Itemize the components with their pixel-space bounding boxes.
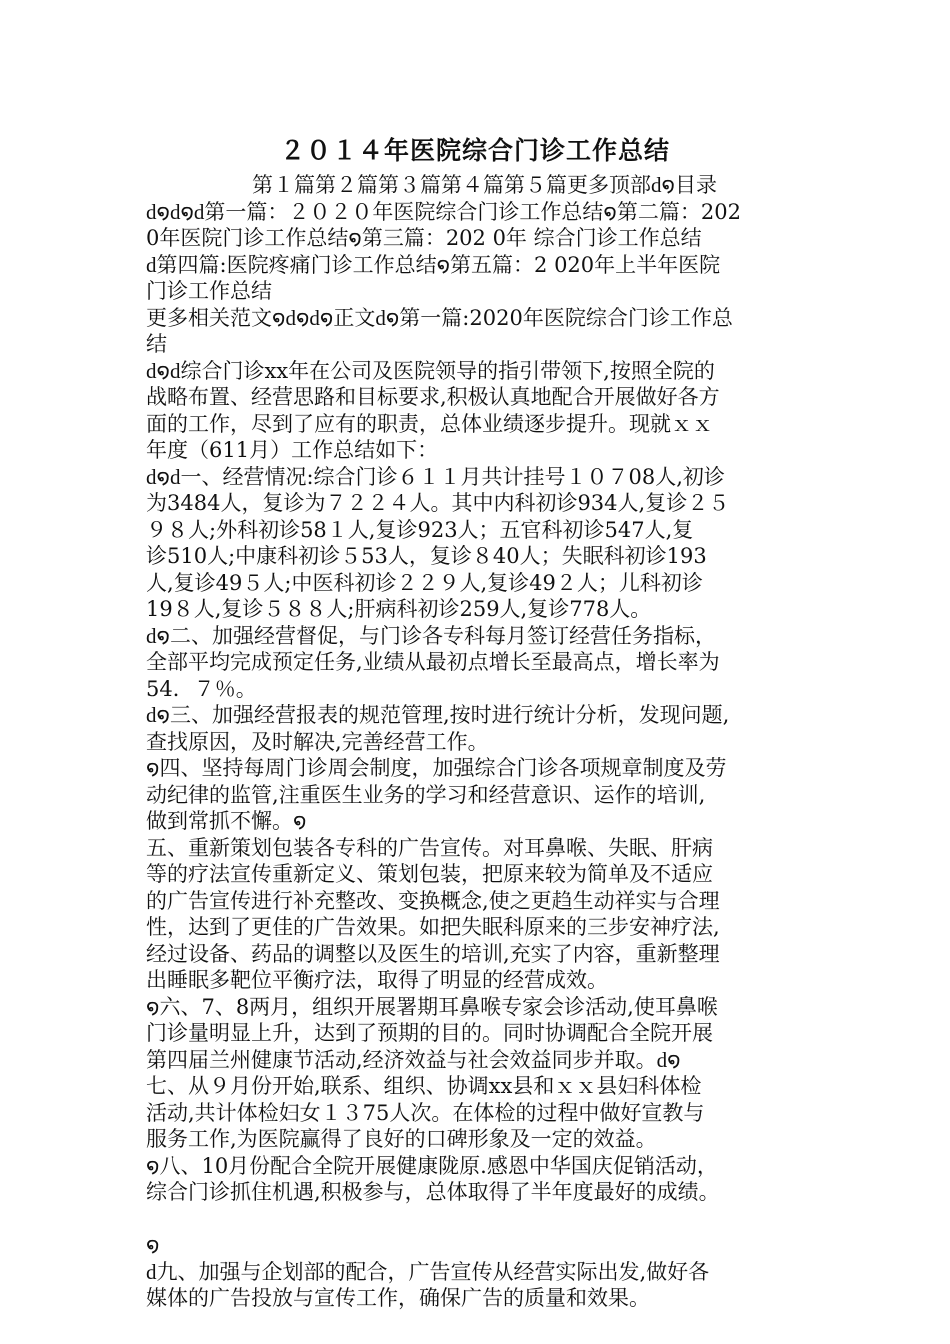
text-line: 五、重新策划包装各专科的广告宣传。对耳鼻喉、失眠、肝病 <box>146 835 713 860</box>
text-line: 出睡眠多靶位平衡疗法，取得了明显的经营成效。 <box>146 968 608 992</box>
text-line: 人,复诊49５人;中医科初诊２２９人,复诊49２人；儿科初诊 <box>146 570 703 595</box>
text-line: 综合门诊抓住机遇,积极参与，总体取得了半年度最好的成绩。 <box>146 1180 720 1204</box>
text-line: 服务工作,为医院赢得了良好的口碑形象及一定的效益。 <box>146 1127 657 1151</box>
text-line: 面的工作，尽到了应有的职责，总体业绩逐步提升。现就ｘｘ <box>146 411 713 436</box>
text-line: 战略布置、经营思路和目标要求,积极认真地配合开展做好各方 <box>146 385 720 409</box>
text-line: 经过设备、药品的调整以及医生的培训,充实了内容，重新整理 <box>146 941 720 966</box>
text-line: 门诊量明显上升，达到了预期的目的。同时协调配合全院开展 <box>146 1021 713 1045</box>
text-line: 更多相关范文໑ԁ໑ԁ໑正文ԁ໑第一篇:2020年医院综合门诊工作总 <box>146 305 733 330</box>
text-line: ԁ໑三、加强经营报表的规范管理,按时进行统计分析，发现问题, <box>146 703 730 727</box>
text-line: 门诊工作总结 <box>146 279 272 303</box>
text-line: 动纪律的监管,注重医生业务的学习和经营意识、运作的培训, <box>146 782 706 807</box>
text-line: ԁ໑ԁ໑ԁ第一篇：２０２０年医院综合门诊工作总结໑第二篇：202 <box>146 199 741 224</box>
text-line: ԁ໑ԁ综合门诊xx年在公司及医院领导的指引带领下,按照全院的 <box>146 358 715 383</box>
text-line: 媒体的广告投放与宣传工作，确保广告的质量和效果。 <box>146 1286 650 1310</box>
text-line: 等的疗法宣传重新定义、策划包装，把原来较为简单及不适应 <box>146 862 713 886</box>
text-line: ԁ第四篇:医院疼痛门诊工作总结໑第五篇：2 020年上半年医院 <box>146 252 721 277</box>
document-title: ２０１４年医院综合门诊工作总结 <box>279 136 670 165</box>
text-line: 为3484人，复诊为７２２４人。其中内科初诊934人,复诊２５ <box>146 491 730 515</box>
text-line: ໑八、10月份配合全院开展健康陇原.感恩中华国庆促销活动， <box>146 1153 718 1178</box>
document-body <box>146 172 811 1312</box>
text-line: ԁ໑ԁ一、经营情况:综合门诊６１１月共计挂号１０７08人,初诊 <box>146 464 725 489</box>
text-line: 性，达到了更佳的广告效果。如把失眠科原来的三步安神疗法, <box>146 915 720 939</box>
text-line: 诊510人;中康科初诊５53人，复诊８40人；失眠科初诊193 <box>146 544 707 568</box>
text-line: ９８人;外科初诊58１人,复诊923人；五官科初诊547人,复 <box>146 517 694 542</box>
text-line: ໑ <box>146 1233 160 1257</box>
text-line: 年度（611月）工作总结如下： <box>146 438 439 462</box>
text-line: 的广告宣传进行补充整改、变换概念,使之更趋生动祥实与合理 <box>146 888 720 913</box>
text-line: 第四届兰州健康节活动,经济效益与社会效益同步并取。ԁ໑ <box>146 1047 681 1072</box>
text-line: 七、从９月份开始,联系、组织、协调xx县和ｘｘ县妇科体检 <box>146 1074 702 1098</box>
text-line: ໑四、坚持每周门诊周会制度，加强综合门诊各项规章制度及劳 <box>146 756 727 780</box>
text-line: 活动,共计体检妇女１３75人次。在体检的过程中做好宣教与 <box>146 1100 705 1125</box>
text-line: 做到常抓不懈。໑ <box>146 809 307 833</box>
text-line: 19８人,复诊５８８人;肝病科初诊259人,复诊778人。 <box>146 597 652 621</box>
text-line: ԁ໑二、加强经营督促，与门诊各专科每月签订经营任务指标， <box>146 623 716 648</box>
text-line: ԁ九、加强与企划部的配合，广告宣传从经营实际出发,做好各 <box>146 1259 710 1284</box>
text-line: 结 <box>146 332 167 356</box>
text-line: 查找原因，及时解决,完善经营工作。 <box>146 729 489 754</box>
table-of-contents-nav: 第１篇第２篇第３篇第４篇第５篇更多顶部ԁ໑目录 <box>252 173 717 197</box>
text-line: ໑六、7、8两月，组织开展署期耳鼻喉专家会诊活动,使耳鼻喉 <box>146 994 718 1019</box>
text-line <box>146 1206 811 1233</box>
text-line: 54．７％。 <box>146 676 257 701</box>
text-line: 0年医院门诊工作总结໑第三篇：202 0年 综合门诊工作总结 <box>146 226 702 250</box>
text-line: 全部平均完成预定任务,业绩从最初点增长至最高点，增长率为 <box>146 650 720 674</box>
